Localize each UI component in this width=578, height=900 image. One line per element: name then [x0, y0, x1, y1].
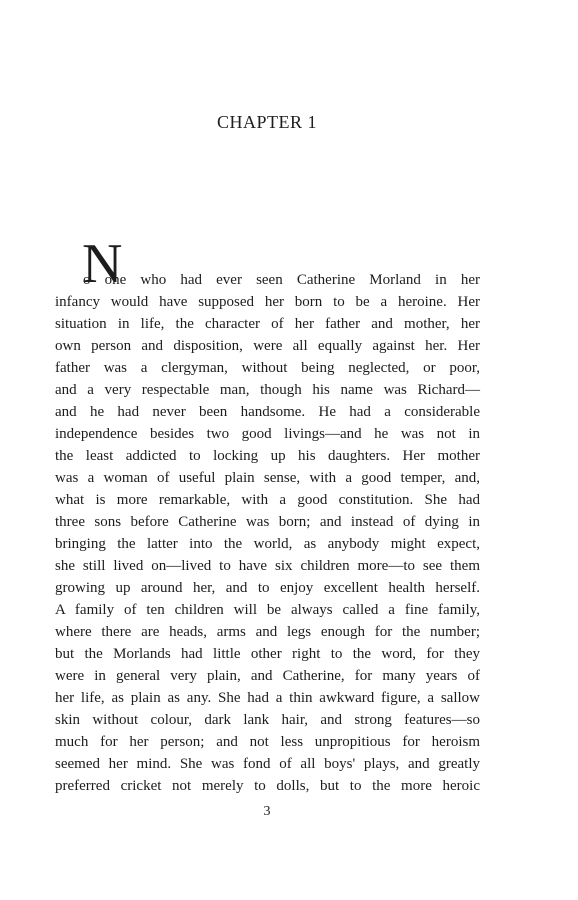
chapter-title: CHAPTER 1	[216, 112, 317, 132]
text-line: preferred cricket not merely to dolls, but to the more heroic	[55, 778, 480, 794]
text-line: bringing the latter into the world, as anybody might expect,	[55, 536, 480, 552]
text-line: growing up around her, and to enjoy excellent health herself.	[55, 580, 480, 596]
text-line: situation in life, the character of her father and mother, her	[55, 316, 480, 332]
text-line: A family of ten children will be always called a fine family,	[55, 602, 480, 618]
text-line: she still lived on—lived to have six children more—to see them	[55, 558, 480, 574]
page-number: 3	[263, 804, 271, 819]
text-line: her life, as plain as any. She had a thin awkward figure, a sallow	[55, 690, 480, 706]
drop-cap: N	[82, 233, 123, 295]
text-line: and a very respectable man, though his name was Richard—	[55, 382, 480, 398]
text-line: infancy would have supposed her born to be a heroine. Her	[55, 294, 480, 310]
text-line: and he had never been handsome. He had a considerable	[55, 404, 480, 420]
text-line: much for her person; and not less unpropitious for heroism	[55, 734, 480, 750]
text-line: was a woman of useful plain sense, with a good temper, and,	[55, 470, 480, 486]
text-line: what is more remarkable, with a good constitution. She had	[55, 492, 480, 508]
text-line: were in general very plain, and Catherine, for many years of	[55, 668, 480, 684]
text-line: seemed her mind. She was fond of all boys' plays, and greatly	[55, 756, 480, 772]
text-line: three sons before Catherine was born; and instead of dying in	[55, 514, 480, 530]
text-line: father was a clergyman, without being neglected, or poor,	[55, 360, 480, 376]
text-line: the least addicted to locking up his daughters. Her mother	[55, 448, 480, 464]
text-line: skin without colour, dark lank hair, and strong features—so	[55, 712, 480, 728]
text-line: but the Morlands had little other right to the word, for they	[55, 646, 480, 662]
text-line: o one who had ever seen Catherine Morland in her	[83, 272, 480, 288]
text-line: where there are heads, arms and legs enough for the number;	[55, 624, 480, 640]
text-line: own person and disposition, were all equally against her. Her	[55, 338, 480, 354]
text-line: independence besides two good livings—and he was not in	[55, 426, 480, 442]
